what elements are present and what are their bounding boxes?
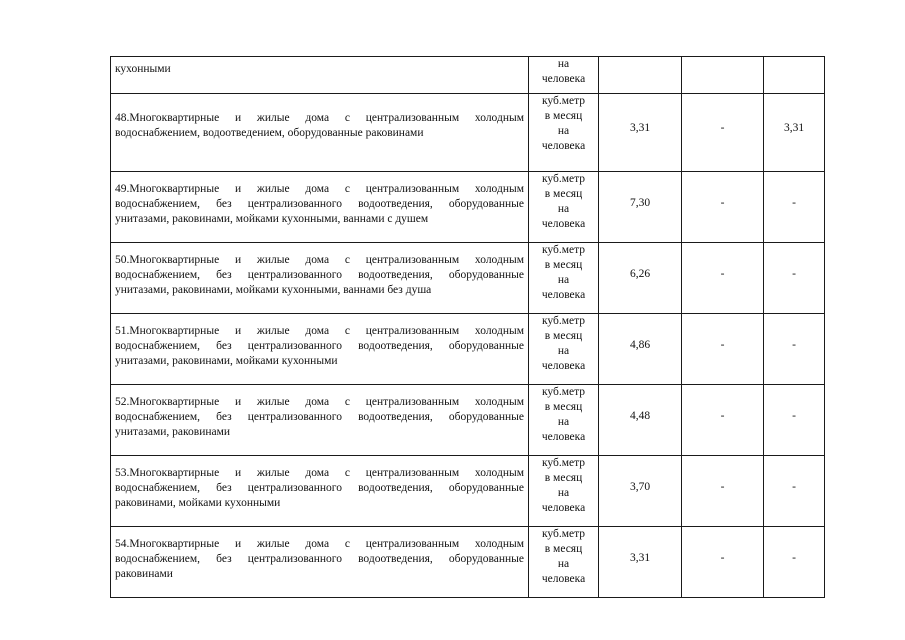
unit-line: человека [541, 140, 586, 152]
row-value-3 [764, 385, 825, 456]
table-row [111, 527, 825, 598]
row-value-1-text: 7,30 [629, 196, 651, 209]
table-row [111, 172, 825, 243]
row-unit [529, 57, 599, 94]
unit-line: куб.метр [541, 244, 586, 256]
row-description-text: 50.Многоквартирные и жилые дома с централизованным холодным водоснабжением, без централизованного водоотведения, оборудованные унитазами, раковинами, мойками кухонными, ваннами без душа [115, 254, 524, 296]
row-unit [529, 527, 599, 598]
row-value-3 [764, 172, 825, 243]
unit-line: куб.метр [541, 528, 586, 540]
row-unit [529, 314, 599, 385]
row-description [111, 94, 529, 172]
unit-line: куб.метр [541, 457, 586, 469]
row-value-2 [682, 94, 764, 172]
row-description-text: 48.Многоквартирные и жилые дома с централизованным холодным водоснабжением, водоотведением, оборудованные раковинами [115, 112, 524, 139]
unit-line: человека [541, 73, 586, 85]
row-description-text: 51.Многоквартирные и жилые дома с централизованным холодным водоснабжением, без централизованного водоотведения, оборудованные унитазами, раковинами, мойками кухонными [115, 325, 524, 367]
unit-line: в месяц [544, 330, 583, 342]
row-unit [529, 243, 599, 314]
unit-line: человека [541, 502, 586, 514]
unit-line: куб.метр [541, 173, 586, 185]
row-value-3 [764, 243, 825, 314]
row-value-3 [764, 527, 825, 598]
row-description-text: 53.Многоквартирные и жилые дома с централизованным холодным водоснабжением, без централизованного водоотведения, оборудованные раковинами, мойками кухонными [115, 467, 524, 509]
unit-line: на [557, 345, 570, 357]
row-value-3 [764, 314, 825, 385]
row-value-3 [764, 57, 825, 94]
row-unit [529, 385, 599, 456]
row-value-3-text: 3,31 [783, 122, 805, 134]
unit-line: на [557, 58, 570, 70]
table-row [111, 456, 825, 527]
row-description-text: кухонными [115, 63, 171, 75]
row-value-3 [764, 94, 825, 172]
unit-line: в месяц [544, 401, 583, 413]
unit-line: на [557, 203, 570, 215]
row-value-1-text: 3,31 [629, 551, 651, 564]
row-value-1-text: 3,70 [629, 480, 651, 493]
row-description [111, 57, 529, 94]
row-value-3-text: - [792, 409, 796, 422]
row-value-1-text: 4,86 [629, 338, 651, 351]
document-page [110, 56, 824, 598]
unit-line: человека [541, 289, 586, 301]
row-value-1 [599, 527, 682, 598]
row-value-2-text: - [720, 196, 725, 209]
row-description [111, 172, 529, 243]
row-description-text: 49.Многоквартирные и жилые дома с централизованным холодным водоснабжением, без централизованного водоотведения, оборудованные унитазами, раковинами, мойками кухонными, ваннами с душем [115, 183, 524, 225]
table-row [111, 243, 825, 314]
row-unit [529, 456, 599, 527]
table-row [111, 314, 825, 385]
row-value-2 [682, 243, 764, 314]
row-value-2 [682, 172, 764, 243]
row-description [111, 243, 529, 314]
row-value-1 [599, 456, 682, 527]
unit-line: человека [541, 218, 586, 230]
row-value-2-text: - [720, 267, 725, 280]
unit-line: на [557, 125, 570, 137]
unit-line: куб.метр [541, 95, 586, 107]
row-value-3-text: - [792, 338, 796, 351]
unit-line: в месяц [544, 188, 583, 200]
unit-line: куб.метр [541, 386, 586, 398]
row-value-2 [682, 527, 764, 598]
row-unit [529, 94, 599, 172]
row-value-1 [599, 172, 682, 243]
row-value-1 [599, 314, 682, 385]
row-value-1-text: 4,48 [629, 409, 651, 422]
row-value-1-text: 3,31 [629, 122, 651, 134]
unit-line: куб.метр [541, 315, 586, 327]
table-row-continuation [111, 57, 825, 94]
row-value-2-text: - [720, 409, 725, 422]
unit-line: на [557, 416, 570, 428]
row-value-1 [599, 94, 682, 172]
row-value-2 [682, 456, 764, 527]
table-row [111, 385, 825, 456]
unit-line: в месяц [544, 543, 583, 555]
row-value-3 [764, 456, 825, 527]
row-value-2-text: - [720, 338, 725, 351]
row-value-1 [599, 57, 682, 94]
row-value-2 [682, 57, 764, 94]
consumption-norms-table [110, 56, 825, 598]
row-unit [529, 172, 599, 243]
row-value-2-text: - [720, 122, 725, 134]
unit-line: в месяц [544, 110, 583, 122]
row-value-1-text: 6,26 [629, 267, 651, 280]
unit-line: в месяц [544, 472, 583, 484]
row-description [111, 527, 529, 598]
row-value-3-text: - [792, 267, 796, 280]
row-value-2-text: - [720, 551, 725, 564]
row-value-2 [682, 314, 764, 385]
row-description [111, 385, 529, 456]
row-value-2-text: - [720, 480, 725, 493]
unit-line: в месяц [544, 259, 583, 271]
row-description [111, 314, 529, 385]
row-value-3-text: - [792, 480, 796, 493]
unit-line: человека [541, 573, 586, 585]
row-description-text: 52.Многоквартирные и жилые дома с централизованным холодным водоснабжением, без централизованного водоотведения, оборудованные унитазами, раковинами [115, 396, 524, 438]
row-value-3-text: - [792, 551, 796, 564]
row-description [111, 456, 529, 527]
row-value-3-text: - [792, 196, 796, 209]
row-value-2 [682, 385, 764, 456]
row-value-1 [599, 385, 682, 456]
unit-line: на [557, 558, 570, 570]
unit-line: человека [541, 360, 586, 372]
row-value-1 [599, 243, 682, 314]
table-row [111, 94, 825, 172]
row-description-text: 54.Многоквартирные и жилые дома с централизованным холодным водоснабжением, без централизованного водоотведения, оборудованные раковинами [115, 538, 524, 580]
unit-line: на [557, 487, 570, 499]
unit-line: человека [541, 431, 586, 443]
unit-line: на [557, 274, 570, 286]
